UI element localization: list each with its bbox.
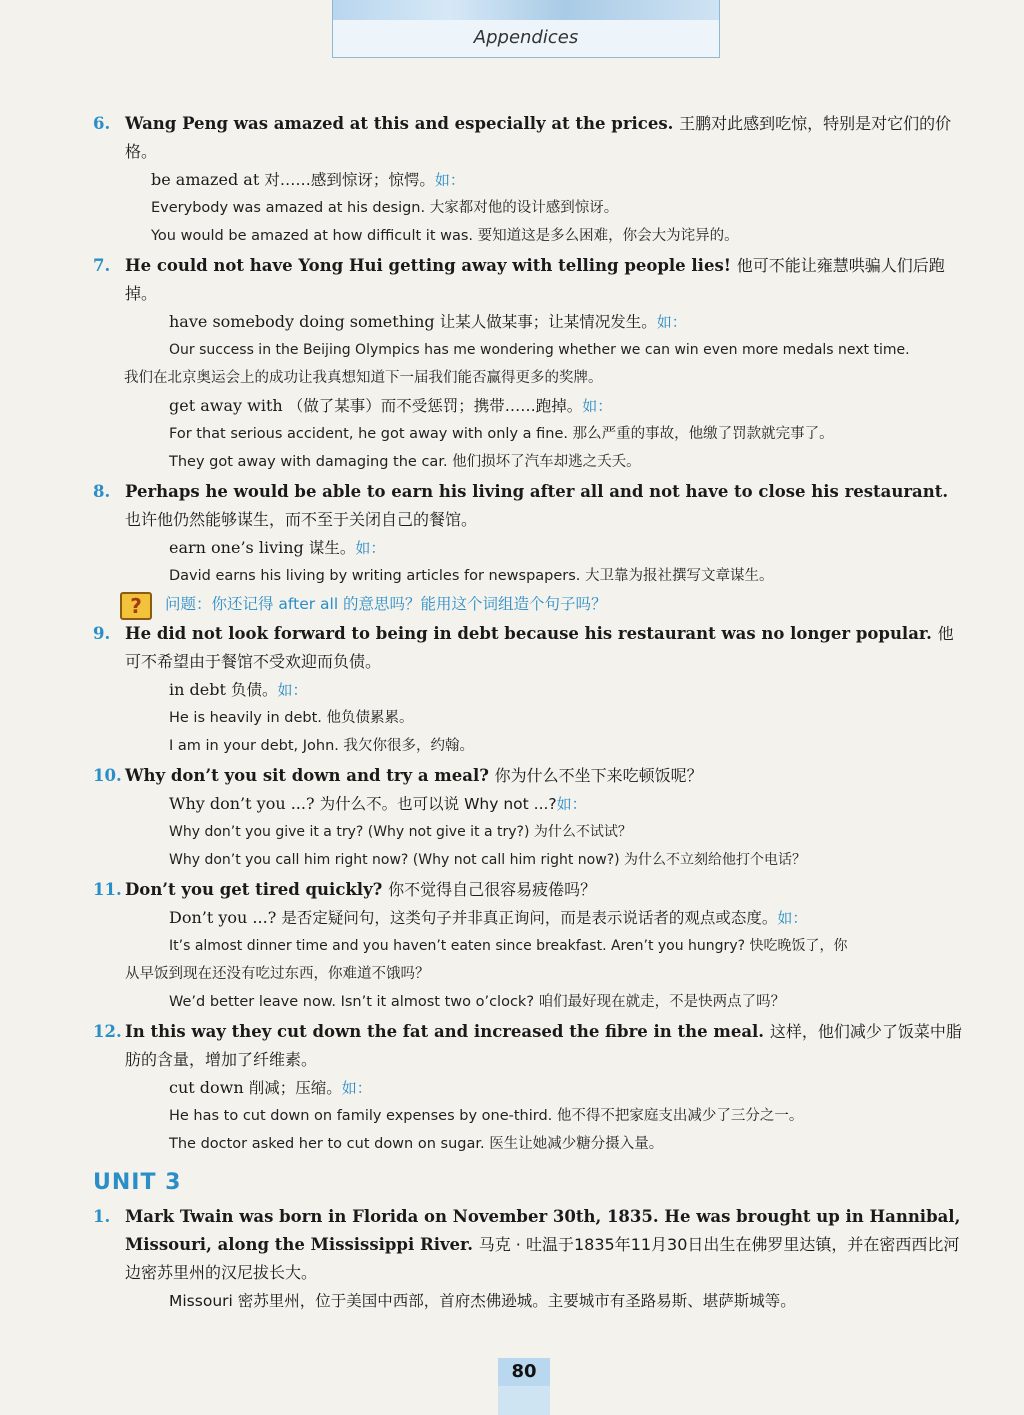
item-number: 7. [93,256,111,275]
page-content [0,110,1024,1160]
example: He is heavily in debt. 他负债累累。 [169,710,414,726]
item-heading [125,110,964,166]
question-text: 问题：你还记得 after all 的意思吗？能用这个词组造个句子吗？ [165,595,607,613]
phrase [125,392,964,420]
example: The doctor asked her to cut down on sugar. 医生让她减少糖分摄入量。 [169,1136,664,1152]
heading-en: He could not have Yong Hui getting away with telling people lies! [125,256,731,275]
heading-zh: 你不觉得自己很容易疲倦吗？ [388,880,597,899]
example-marker: 如： [777,909,808,927]
phrase-en: get away with [169,396,283,415]
phrase-en: Don’t you ...? [169,908,277,927]
phrase [125,790,964,818]
heading-en: Mark Twain was born in Florida on November 30th, 1835. He was brought up in Hannibal, Missouri, along the Mississippi River. [125,1207,961,1254]
phrase [125,308,964,336]
example: David earns his living by writing articles for newspapers. 大卫靠为报社撰写文章谋生。 [169,568,774,584]
item-heading [125,876,964,904]
question-prompt [125,590,964,618]
phrase-zh: 为什么不。也可以说 Why not ...? [319,795,557,813]
page-number: 80 [498,1358,550,1386]
example-marker: 如： [434,171,465,189]
example-translation: 我们在北京奥运会上的成功让我真想知道下一届我们能否赢得更多的奖牌。 [124,370,603,386]
item-heading [125,620,964,676]
item-heading [125,1203,964,1287]
note-item-6 [0,110,1024,250]
example: I am in your debt, John. 我欠你很多，约翰。 [169,738,475,754]
phrase [125,166,964,194]
section-title: Appendices [473,27,579,48]
example: You would be amazed at how difficult it was. 要知道这是多么困难，你会大为诧异的。 [151,228,739,244]
example-marker: 如： [656,313,687,331]
phrase-en: be amazed at [151,170,260,189]
phrase [125,904,964,932]
note-item-11 [0,876,1024,1016]
unit-heading: UNIT 3 [93,1170,182,1195]
note-item-7 [0,252,1024,476]
phrase-zh: 让某人做某事；让某情况发生。 [439,313,657,331]
heading-zh: 也许他仍然能够谋生，而不至于关闭自己的餐馆。 [125,510,478,529]
note-item-10 [0,762,1024,874]
page-number-strip [498,1386,550,1415]
example-marker: 如： [582,397,613,415]
heading-en: He did not look forward to being in debt because his restaurant was no longer popular. [125,624,932,643]
example: They got away with damaging the car. 他们损坏了汽车却逃之夭夭。 [169,454,641,470]
example: For that serious accident, he got away with only a fine. 那么严重的事故，他缴了罚款就完事了。 [169,426,834,442]
item-number: 11. [93,880,122,899]
phrase-en: in debt [169,680,226,699]
item-heading [125,478,964,534]
example-continued: 从早饭到现在还没有吃过东西，你难道不饿吗？ [125,966,430,982]
phrase-en: earn one’s living [169,538,304,557]
phrase [125,534,964,562]
item-number: 6. [93,114,111,133]
heading-zh: 他可不能让雍慧哄骗人们后跑掉。 [125,256,945,303]
example: Everybody was amazed at his design. 大家都对他的设计感到惊讶。 [151,200,619,216]
heading-zh: 你为什么不坐下来吃顿饭呢？ [494,766,703,785]
example-marker: 如： [277,681,308,699]
phrase-zh: 是否定疑问句，这类句子并非真正询问，而是表示说话者的观点或态度。 [281,909,778,927]
example: Our success in the Beijing Olympics has me wondering whether we can win even more medals next time. [169,342,910,358]
heading-en: In this way they cut down the fat and increased the fibre in the meal. [125,1022,765,1041]
note-item-8 [0,478,1024,618]
heading-zh: 他可不希望由于餐馆不受欢迎而负债。 [125,624,954,671]
phrase [125,1074,964,1102]
example-marker: 如： [355,539,386,557]
heading-en: Perhaps he would be able to earn his living after all and not have to close his restaurant. [125,482,949,501]
heading-en: Wang Peng was amazed at this and especially at the prices. [125,114,674,133]
item-number: 12. [93,1022,122,1041]
item-heading [125,762,964,790]
example: We’d better leave now. Isn’t it almost two o’clock? 咱们最好现在就走，不是快两点了吗？ [169,994,786,1010]
item-number: 10. [93,766,122,785]
heading-zh: 马克 · 吐温于1835年11月30日出生在佛罗里达镇，并在密西西比河边密苏里州的汉尼拔长大。 [125,1235,960,1282]
phrase-zh: 削减；压缩。 [248,1079,342,1097]
item-number: 8. [93,482,111,501]
example-marker: 如： [556,795,587,813]
header-tab [332,0,720,58]
note-text [125,1287,964,1315]
unit3-content [0,1203,1024,1317]
item-number: 9. [93,624,111,643]
phrase-zh: 对……感到惊讶；惊愕。 [264,171,435,189]
phrase-en: cut down [169,1078,244,1097]
example: He has to cut down on family expenses by one-third. 他不得不把家庭支出减少了三分之一。 [169,1108,804,1124]
question-mark-icon: ? [120,592,152,620]
example: Why don’t you call him right now? (Why not call him right now?) 为什么不立刻给他打个电话？ [169,852,807,868]
example: Why don’t you give it a try? (Why not give it a try?) 为什么不试试？ [169,824,632,840]
item-heading [125,252,964,308]
heading-zh: 王鹏对此感到吃惊，特别是对它们的价格。 [125,114,952,161]
phrase-zh: 谋生。 [308,539,356,557]
item-heading [125,1018,964,1074]
note-item-12 [0,1018,1024,1158]
item-number: 1. [93,1207,111,1226]
phrase-en: Why don’t you ...? [169,794,315,813]
heading-en: Why don’t you sit down and try a meal? [125,766,489,785]
heading-zh: 这样，他们减少了饭菜中脂肪的含量，增加了纤维素。 [125,1022,962,1069]
header-decoration [333,0,719,20]
heading-en: Don’t you get tired quickly? [125,880,383,899]
phrase-zh: （做了某事）而不受惩罚；携带……跑掉。 [287,397,583,415]
note-item-unit3-1 [0,1203,1024,1315]
phrase-zh: 负债。 [230,681,278,699]
phrase [125,676,964,704]
phrase-en: have somebody doing something [169,312,435,331]
note-item-9 [0,620,1024,760]
example: It’s almost dinner time and you haven’t eaten since breakfast. Aren’t you hungry? 快吃晚饭了，你 [169,938,848,954]
example-marker: 如： [341,1079,372,1097]
note-zh: Missouri 密苏里州，位于美国中西部，首府杰佛逊城。主要城市有圣路易斯、堪萨斯城等。 [169,1292,796,1310]
